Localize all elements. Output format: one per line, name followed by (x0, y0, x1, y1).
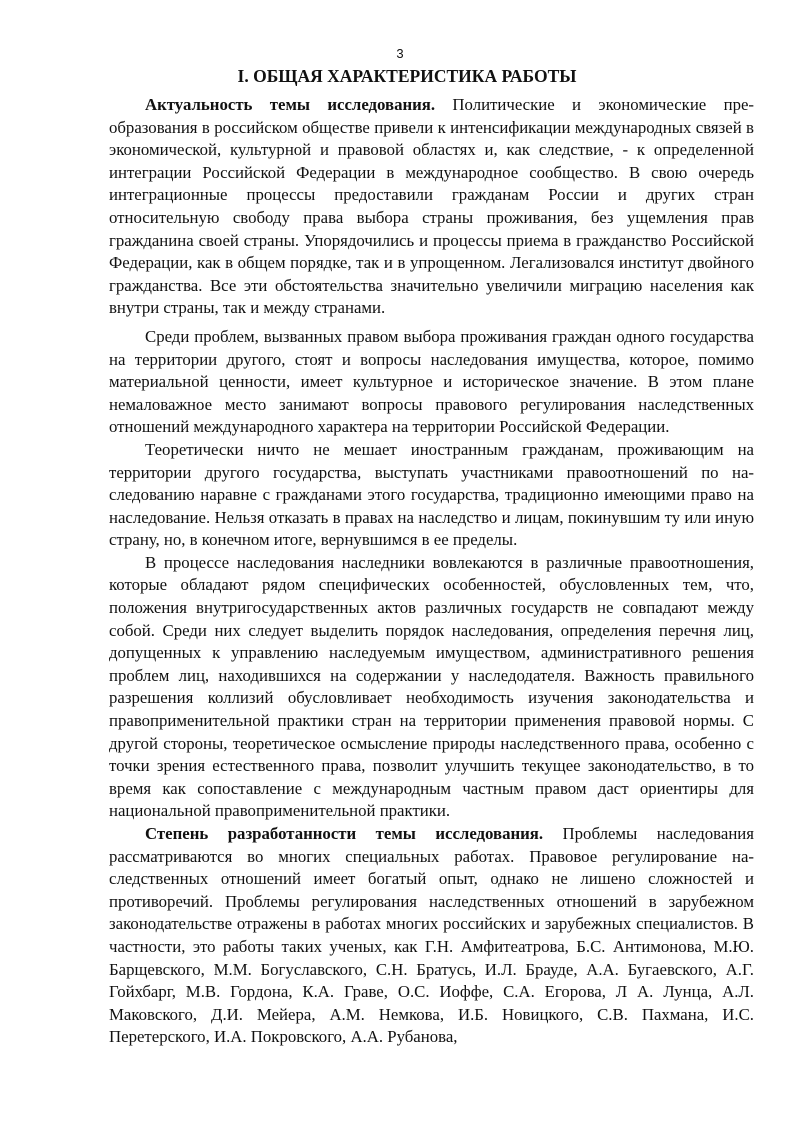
paragraph-text: Теоретически ничто не мешает иностранным гражданам, проживающим на территории другого государства, выступать участниками правоотношений по наследованию наравне с гражданами этого государства, традиционно имеющими право на наследование. Нельзя отказать в правах на наследство и лицам, покинувшим ту или иную страну, но, в конечном итоге, вернувшимся в ее пределы. (109, 439, 754, 550)
page-number: 3 (396, 46, 404, 61)
paragraph-lead-heading: Степень разработанности темы исследования. (145, 824, 544, 843)
paragraph-legal-relations (109, 552, 754, 823)
paragraph-text: Проблемы наследования рассматриваются во многих специальных работах. Правовое регулирование наследственных отношений имеет богатый опыт, однако не лишено сложностей и противоречий. Проблемы регулирования наследственных отношений в зарубежном законодательстве отражены в работах многих российских и зарубежных специалистов. В частности, это работы таких ученых, как Г.Н. Амфитеатрова, Б.С. Антимонова, М.Ю. Барщевского, М.М. Богуславского, С.Н. Братусь, И.Л. Брауде, А.А. Бугаевского, А.Г. Гойхбарг, М.В. Гордона, К.А. Граве, О.С. Иоффе, С.А. Егорова, Л А. Лунца, А.Л. Маковского, Д.И. Мейера, А.М. Немкова, И.Б. Новицкого, С.В. Пахмана, И.С. Перетерского, И.А. Покровского, А.А. Рубанова, (109, 824, 754, 1047)
paragraph-text: В процессе наследования наследники вовлекаются в различные правоотношения, которые обладают рядом специфических особенностей, обусловленных тем, что, положения внутригосударственных актов различных государств не совпадают между собой. Среди них следует выделить порядок наследования, определения перечня лиц, допущенных к управлению наследуемым имуществом, административного решения проблем лиц, находившихся на содержании у наследодателя. Важность правильного разрешения коллизий обусловливает необходимость изучения законодательства и правоприменительной практики стран на территории применения правовой нормы. С другой стороны, теоретическое осмысление природы наследственного права, особенно с точки зрения естественного права, позволит улучшить текущее законодательство, в то время как сопоставление с международным частным правом даст ориентиры для национальной правоприменительной практики. (109, 552, 754, 821)
paragraph-text: Политические и экономические преобразования в российском обществе привели к интенсификации международных связей в экономической, культурной и правовой областях и, как следствие, - к определенной интеграции Российской Федерации в международное сообщество. В свою очередь интеграционные процессы предоставили гражданам России и других стран относительную свободу права выбора страны проживания, без ущемления прав гражданина своей страны. Упорядочились и процессы приема в гражданство Российской Федерации, как в общем порядке, так и в упрощенном. Легализовался институт двойного гражданства. Все эти обстоятельства значительно увеличили миграцию населения как внутри страны, так и между странами. (109, 95, 755, 318)
document-body (109, 94, 754, 1049)
paragraph-lead-heading: Актуальность темы исследования. (145, 95, 436, 114)
paragraph-foreign-citizens (109, 439, 754, 552)
paragraph-inheritance-problems (109, 326, 754, 439)
paragraph-relevance (109, 94, 754, 320)
section-title: I. ОБЩАЯ ХАРАКТЕРИСТИКА РАБОТЫ (237, 66, 577, 86)
paragraph-degree-of-development (109, 823, 754, 1049)
paragraph-text: Среди проблем, вызванных правом выбора проживания граждан одного государства на территории другого, стоят и вопросы наследования имущества, которое, помимо материальной ценности, имеет культурное и историческое значение. В этом плане немаловажное место занимают вопросы правового регулирования наследственных отношений международного характера на территории Российской Федерации. (109, 326, 754, 437)
